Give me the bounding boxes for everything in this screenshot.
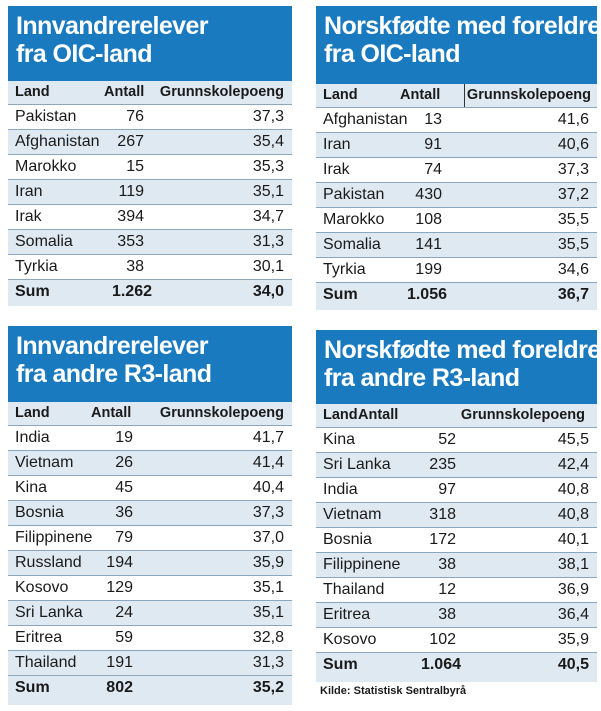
title-line: fra OIC-land: [16, 40, 152, 68]
col-header-antall: Antall: [91, 405, 132, 421]
sum-row: [316, 653, 597, 678]
cell-poeng: 35,3: [252, 158, 284, 175]
header-row: [8, 81, 292, 105]
cell-poeng: 42,4: [557, 456, 589, 473]
table-title: [316, 330, 601, 404]
cell-land: Irak: [15, 208, 42, 225]
table-norskfodte-r3: [316, 330, 601, 682]
cell-poeng: 40,1: [557, 531, 589, 548]
cell-land: Sum: [323, 656, 358, 673]
source-note: Kilde: Statistisk Sentralbyrå: [320, 685, 467, 697]
sum-row: [8, 676, 292, 701]
table-title: [8, 326, 292, 402]
cell-land: Somalia: [323, 236, 381, 253]
cell-land: Somalia: [15, 233, 73, 250]
table-title: [316, 6, 601, 84]
title-line: fra OIC-land: [324, 40, 460, 68]
cell-land: Russland: [15, 554, 82, 571]
col-header-poeng: Grunnskolepoeng: [159, 84, 284, 100]
table-row: [8, 576, 292, 601]
col-header-antall: Antall: [400, 87, 441, 103]
cell-poeng: 41,4: [252, 454, 284, 471]
header-row: [316, 404, 597, 428]
table-row: [8, 651, 292, 676]
title-line: Innvandrerelever: [16, 12, 208, 40]
table-row: [316, 603, 597, 628]
cell-poeng: 34,6: [557, 261, 589, 278]
cell-antall: 19: [115, 429, 133, 446]
cell-land: Kina: [15, 479, 48, 496]
cell-land: Eritrea: [323, 606, 371, 623]
table-body: [316, 404, 597, 678]
cell-antall: 191: [106, 654, 133, 671]
cell-antall: 430: [415, 186, 442, 203]
cell-poeng: 35,5: [557, 236, 589, 253]
cell-antall: 353: [117, 233, 144, 250]
table-row: [316, 478, 597, 503]
cell-land: India: [323, 481, 358, 498]
cell-antall: 76: [126, 108, 144, 125]
cell-poeng: 35,2: [252, 679, 284, 696]
cell-antall: 141: [415, 236, 442, 253]
cell-land: Iran: [15, 183, 43, 200]
table-row: [8, 451, 292, 476]
cell-land: Tyrkia: [323, 261, 366, 278]
cell-antall: 13: [424, 111, 442, 128]
col-header-land: Land: [15, 84, 50, 100]
cell-poeng: 40,8: [557, 506, 589, 523]
cell-antall: 45: [115, 479, 133, 496]
cell-antall: 1.262: [111, 283, 152, 300]
cell-poeng: 35,4: [252, 133, 284, 150]
col-header-poeng: Grunnskolepoeng: [159, 405, 284, 421]
cell-poeng: 40,8: [557, 481, 589, 498]
table-row: [316, 208, 597, 233]
table-row: [316, 528, 597, 553]
cell-land: Eritrea: [15, 629, 63, 646]
cell-poeng: 36,7: [557, 286, 589, 303]
header-row: [8, 402, 292, 426]
cell-poeng: 34,7: [252, 208, 284, 225]
cell-antall: 91: [424, 136, 442, 153]
cell-land: Kosovo: [15, 579, 69, 596]
cell-land: Irak: [323, 161, 350, 178]
cell-antall: 129: [106, 579, 133, 596]
table-row: [316, 503, 597, 528]
cell-antall: 36: [115, 504, 133, 521]
table-row: [316, 233, 597, 258]
col-header-poeng: Grunnskolepoeng: [460, 407, 585, 423]
table-row: [8, 155, 292, 180]
cell-land: Sri Lanka: [323, 456, 391, 473]
table-innvandrerelever-oic: [8, 6, 292, 306]
cell-land: Filippinene: [15, 529, 93, 546]
col-header-antall: Antall: [358, 407, 399, 423]
cell-antall: 108: [415, 211, 442, 228]
col-header-antall: Antall: [104, 84, 145, 100]
table-body: [316, 84, 597, 308]
cell-land: Bosnia: [15, 504, 64, 521]
cell-land: Kina: [323, 431, 356, 448]
cell-land: Tyrkia: [15, 258, 58, 275]
cell-antall: 24: [115, 604, 133, 621]
col-header-land: Land: [15, 405, 50, 421]
table-row: [8, 551, 292, 576]
cell-antall: 15: [126, 158, 144, 175]
cell-antall: 12: [438, 581, 456, 598]
cell-poeng: 34,0: [252, 283, 284, 300]
cell-poeng: 37,2: [557, 186, 589, 203]
cell-land: Filippinene: [323, 556, 401, 573]
table-innvandrerelever-r3: [8, 326, 292, 705]
table-norskfodte-oic: [316, 6, 601, 310]
cell-poeng: 36,9: [557, 581, 589, 598]
table-row: [8, 426, 292, 451]
cell-poeng: 35,1: [252, 183, 284, 200]
table-row: [316, 453, 597, 478]
cell-land: Iran: [323, 136, 351, 153]
cell-land: Vietnam: [15, 454, 74, 471]
cell-antall: 97: [438, 481, 456, 498]
cell-poeng: 37,0: [252, 529, 284, 546]
table-row: [8, 626, 292, 651]
cell-poeng: 35,9: [252, 554, 284, 571]
cell-land: Pakistan: [323, 186, 385, 203]
cell-poeng: 41,6: [557, 111, 589, 128]
title-line: Innvandrerelever: [16, 332, 208, 360]
cell-land: Vietnam: [323, 506, 382, 523]
table-row: [316, 428, 597, 453]
cell-poeng: 36,4: [557, 606, 589, 623]
cell-land: Sum: [15, 679, 50, 696]
cell-poeng: 37,3: [557, 161, 589, 178]
cell-poeng: 35,5: [557, 211, 589, 228]
cell-antall: 38: [438, 556, 456, 573]
table-row: [8, 205, 292, 230]
cell-land: Pakistan: [15, 108, 77, 125]
title-line: Norskfødte med foreldre: [324, 336, 601, 364]
table-row: [8, 601, 292, 626]
cell-poeng: 31,3: [252, 233, 284, 250]
cell-antall: 394: [117, 208, 144, 225]
cell-land: Kosovo: [323, 631, 377, 648]
title-line: fra andre R3-land: [324, 364, 520, 392]
table-row: [316, 158, 597, 183]
table-row: [316, 108, 597, 133]
cell-poeng: 40,6: [557, 136, 589, 153]
cell-land: Afghanistan: [15, 133, 100, 150]
table-title: [8, 6, 292, 81]
cell-land: Marokko: [323, 211, 385, 228]
table-row: [316, 578, 597, 603]
table-row: [8, 526, 292, 551]
cell-poeng: 45,5: [557, 431, 589, 448]
cell-land: Sum: [323, 286, 358, 303]
cell-poeng: 40,5: [557, 656, 589, 673]
cell-antall: 802: [106, 679, 133, 696]
cell-poeng: 35,1: [252, 579, 284, 596]
cell-antall: 59: [115, 629, 133, 646]
table-row: [8, 130, 292, 155]
header-row: [316, 84, 597, 108]
cell-land: Marokko: [15, 158, 77, 175]
sum-row: [8, 280, 292, 305]
cell-poeng: 32,8: [252, 629, 284, 646]
cell-antall: 1.056: [406, 286, 447, 303]
cell-antall: 1.064: [420, 656, 461, 673]
cell-antall: 235: [429, 456, 456, 473]
table-row: [8, 255, 292, 280]
table-row: [316, 258, 597, 283]
table-row: [8, 230, 292, 255]
cell-land: India: [15, 429, 50, 446]
table-body: [8, 81, 292, 305]
cell-poeng: 35,9: [557, 631, 589, 648]
cell-antall: 52: [438, 431, 456, 448]
cell-antall: 102: [429, 631, 456, 648]
table-row: [8, 180, 292, 205]
cell-poeng: 41,7: [252, 429, 284, 446]
table-row: [8, 476, 292, 501]
col-header-poeng: Grunnskolepoeng: [464, 84, 591, 107]
cell-antall: 119: [118, 183, 144, 200]
table-row: [8, 105, 292, 130]
cell-poeng: 37,3: [252, 504, 284, 521]
cell-land: Sum: [15, 283, 50, 300]
cell-antall: 172: [429, 531, 456, 548]
cell-antall: 26: [115, 454, 133, 471]
table-row: [316, 628, 597, 653]
cell-antall: 38: [438, 606, 456, 623]
cell-antall: 267: [117, 133, 144, 150]
title-line: Norskfødte med foreldre: [324, 12, 601, 40]
title-line: fra andre R3-land: [16, 360, 212, 388]
cell-poeng: 37,3: [252, 108, 284, 125]
table-body: [8, 402, 292, 701]
cell-land: Sri Lanka: [15, 604, 83, 621]
sum-row: [316, 283, 597, 308]
cell-land: Thailand: [323, 581, 385, 598]
cell-antall: 318: [429, 506, 456, 523]
col-header-land: Land: [323, 407, 358, 423]
cell-land: Thailand: [15, 654, 77, 671]
cell-poeng: 31,3: [252, 654, 284, 671]
table-row: [8, 501, 292, 526]
col-header-land: Land: [323, 87, 358, 103]
cell-poeng: 30,1: [252, 258, 284, 275]
table-row: [316, 183, 597, 208]
cell-poeng: 40,4: [252, 479, 284, 496]
table-row: [316, 133, 597, 158]
cell-antall: 194: [106, 554, 133, 571]
cell-antall: 74: [424, 161, 442, 178]
cell-antall: 199: [415, 261, 442, 278]
table-row: [316, 553, 597, 578]
cell-antall: 38: [126, 258, 144, 275]
cell-land: Afghanistan: [323, 111, 408, 128]
cell-antall: 79: [115, 529, 133, 546]
cell-poeng: 38,1: [557, 556, 589, 573]
cell-land: Bosnia: [323, 531, 372, 548]
cell-poeng: 35,1: [252, 604, 284, 621]
